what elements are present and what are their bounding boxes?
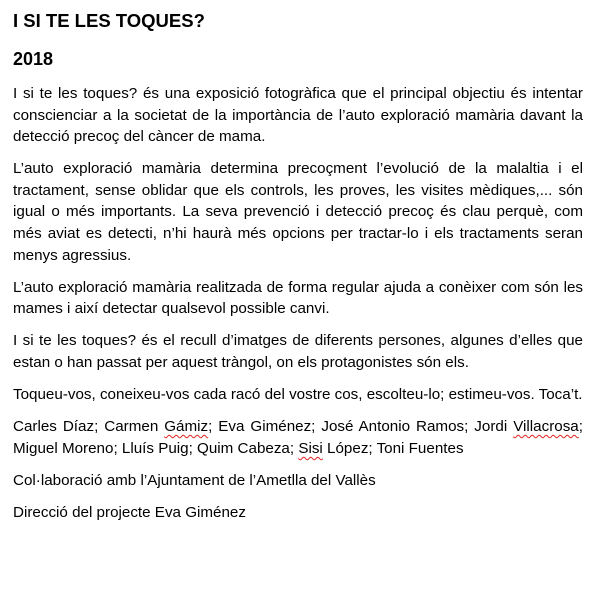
- spellcheck-word[interactable]: Sisi: [298, 439, 323, 457]
- credits-text: Carles Díaz; Carmen: [13, 418, 165, 436]
- paragraph-call-to-action: Toqueu-vos, coneixeu-vos cada racó del vostre cos, escolteu-lo; estimeu-vos. Toca’t.: [13, 386, 583, 404]
- paragraph-credits: [13, 416, 583, 459]
- credits-text: López; Toni Fuentes: [322, 439, 464, 457]
- document-title: I SI TE LES TOQUES?: [13, 10, 205, 31]
- paragraph-direction: Direcció del projecte Eva Giménez: [13, 504, 246, 521]
- spellcheck-word[interactable]: Villacrosa: [513, 418, 579, 436]
- paragraph-regular-exam: L’auto exploració mamària realitzada de forma regular ajuda a conèixer com són les mames i així detectar qualsevol possible canvi.: [13, 278, 583, 318]
- paragraph-collaboration: Col·laboració amb l’Ajuntament de l’Ametlla del Vallès: [13, 471, 376, 489]
- document-year: 2018: [13, 49, 54, 69]
- spellcheck-word[interactable]: Gámiz: [164, 418, 209, 436]
- credits-text: ; Miguel Moreno; Lluís Puig; Quim Cabeza;: [13, 418, 583, 457]
- credits-text: ; Eva Giménez; José Antonio Ramos; Jordi: [208, 418, 514, 436]
- paragraph-self-exam: L’auto exploració mamària determina precoçment l’evolució de la malaltia i el tractament, sense oblidar que els controls, les proves, les visites mèdiques,... són igual o més importants. La seva prevenció i detecció precoç és clau perquè, com més aviat es detecti, n’hi haurà més opcions per tractar-lo i els tractaments seran menys agressius.: [13, 160, 583, 264]
- paragraph-intro: I si te les toques? és una exposició fotogràfica que el principal objectiu és intentar conscienciar a la societat de la importància de l’auto exploració mamària davant la detecció precoç del càncer de mama.: [13, 85, 583, 146]
- paragraph-collection: I si te les toques? és el recull d’imatges de diferents persones, algunes d’elles que estan o han passat per aquest tràngol, on els protagonistes són els.: [13, 332, 583, 372]
